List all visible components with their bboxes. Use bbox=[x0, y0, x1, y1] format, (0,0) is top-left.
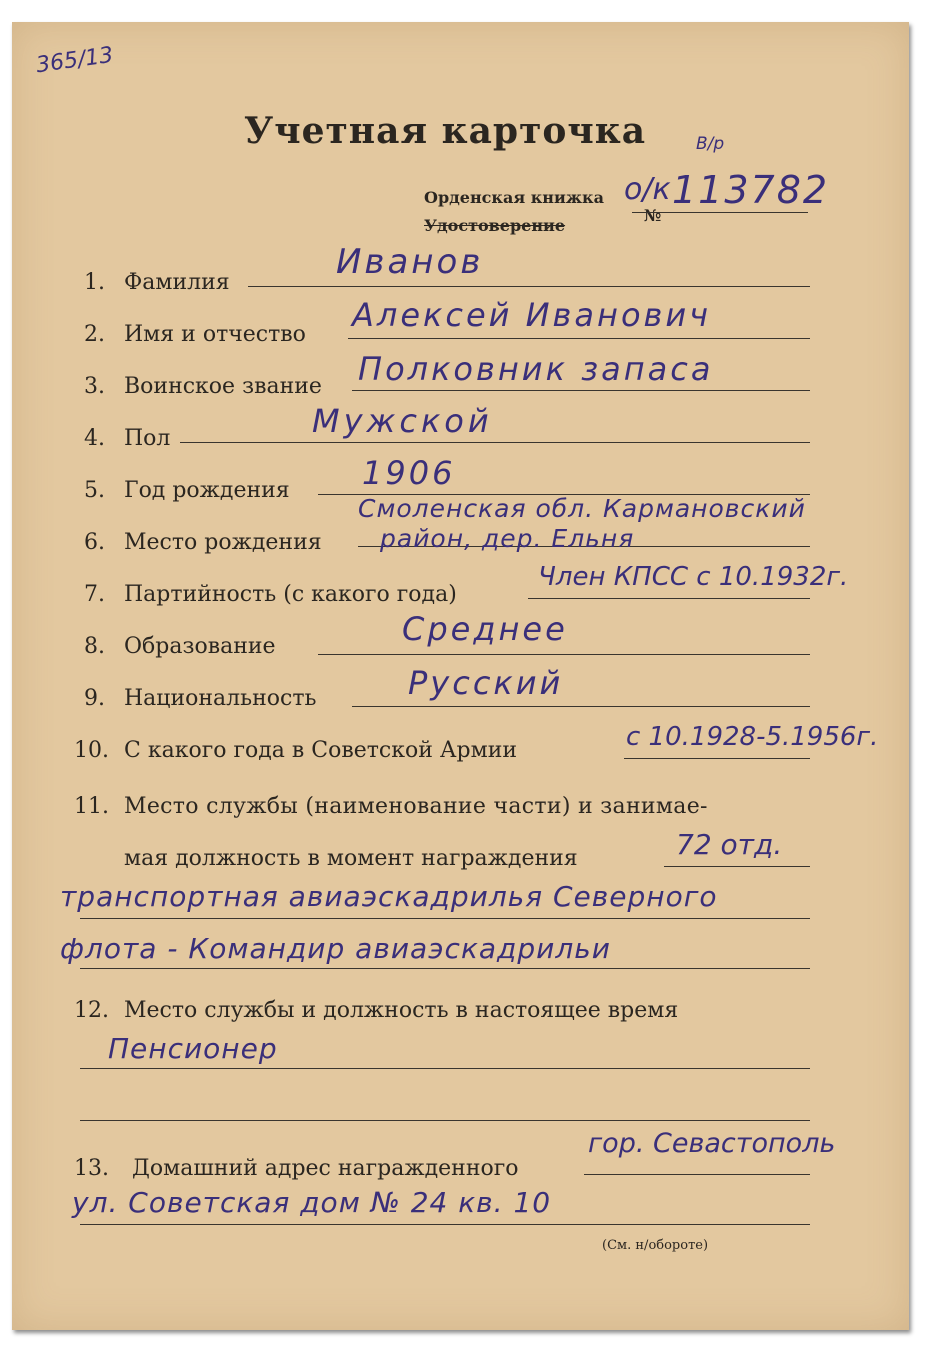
field-army-line bbox=[624, 758, 810, 759]
field-name-line bbox=[348, 338, 810, 339]
field-13-number: 13. bbox=[74, 1156, 109, 1181]
field-birth-year-label: Год рождения bbox=[124, 478, 290, 503]
field-7-number: 7. bbox=[84, 582, 105, 607]
field-service-line1 bbox=[664, 866, 810, 867]
field-current-service-label: Место службы и должность в настоящее время bbox=[124, 998, 679, 1023]
document-series: о/к bbox=[624, 172, 671, 207]
field-birthplace-value-line2: район, дер. Ельня bbox=[380, 524, 635, 553]
series-note: В/р bbox=[696, 134, 725, 154]
field-party-line bbox=[528, 598, 810, 599]
field-birthplace-value-line1: Смоленская обл. Кармановский bbox=[358, 494, 806, 523]
field-education-value: Среднее bbox=[402, 610, 568, 648]
field-surname-value: Иванов bbox=[336, 242, 484, 282]
field-army-value: с 10.1928-5.1956г. bbox=[626, 722, 879, 752]
field-party-value: Член КПСС с 10.1932г. bbox=[538, 562, 849, 592]
field-service-value-line2: транспортная авиаэскадрилья Северного bbox=[60, 880, 718, 913]
number-line bbox=[632, 212, 808, 213]
field-service-line3 bbox=[80, 968, 810, 969]
field-8-number: 8. bbox=[84, 634, 105, 659]
field-nationality-line bbox=[352, 706, 810, 707]
field-current-service-line2 bbox=[80, 1120, 810, 1121]
field-service-value-line1: 72 отд. bbox=[676, 828, 783, 861]
field-address-label: Домашний адрес награжденного bbox=[132, 1156, 519, 1181]
footer-note: (См. н/обороте) bbox=[602, 1238, 709, 1253]
field-service-label-line1: Место службы (наименование части) и занимае- bbox=[124, 794, 708, 819]
field-address-value-line1: гор. Севастополь bbox=[588, 1128, 836, 1159]
number-sign: № bbox=[644, 206, 662, 225]
field-10-number: 10. bbox=[74, 738, 109, 763]
registration-card bbox=[12, 22, 909, 1330]
field-12-number: 12. bbox=[74, 998, 109, 1023]
field-current-service-line1 bbox=[80, 1068, 810, 1069]
field-service-value-line3: флота - Командир авиаэскадрильи bbox=[60, 932, 611, 965]
field-surname-label: Фамилия bbox=[124, 270, 230, 295]
field-3-number: 3. bbox=[84, 374, 105, 399]
field-birth-year-value: 1906 bbox=[362, 454, 456, 492]
field-2-number: 2. bbox=[84, 322, 105, 347]
field-name-label: Имя и отчество bbox=[124, 322, 306, 347]
field-rank-value: Полковник запаса bbox=[358, 350, 714, 388]
field-11-number: 11. bbox=[74, 794, 109, 819]
field-party-label: Партийность (с какого года) bbox=[124, 582, 457, 607]
field-surname-line bbox=[248, 286, 810, 287]
field-sex-line bbox=[180, 442, 810, 443]
field-sex-value: Мужской bbox=[312, 402, 493, 440]
field-sex-label: Пол bbox=[124, 426, 171, 451]
corner-note: 365/13 bbox=[34, 42, 115, 79]
field-address-line2 bbox=[80, 1224, 810, 1225]
field-nationality-value: Русский bbox=[408, 664, 564, 702]
field-nationality-label: Национальность bbox=[124, 686, 317, 711]
field-army-label: С какого года в Советской Армии bbox=[124, 738, 518, 763]
field-rank-label: Воинское звание bbox=[124, 374, 322, 399]
certificate-label: Удостоверение bbox=[424, 216, 566, 235]
card-title: Учетная карточка bbox=[244, 110, 647, 152]
field-current-service-value: Пенсионер bbox=[108, 1032, 278, 1065]
field-education-line bbox=[318, 654, 810, 655]
field-address-line1 bbox=[584, 1174, 810, 1175]
field-6-number: 6. bbox=[84, 530, 105, 555]
field-birthplace-label: Место рождения bbox=[124, 530, 322, 555]
field-name-value: Алексей Иванович bbox=[352, 296, 712, 334]
field-4-number: 4. bbox=[84, 426, 105, 451]
field-1-number: 1. bbox=[84, 270, 105, 295]
field-5-number: 5. bbox=[84, 478, 105, 503]
field-rank-line bbox=[352, 390, 810, 391]
document-number: 113782 bbox=[672, 168, 830, 212]
field-education-label: Образование bbox=[124, 634, 276, 659]
field-address-value-line2: ул. Советская дом № 24 кв. 10 bbox=[72, 1186, 552, 1219]
field-service-line2 bbox=[80, 918, 810, 919]
field-9-number: 9. bbox=[84, 686, 105, 711]
order-book-label: Орденская книжка bbox=[424, 188, 604, 207]
field-service-label-line2: мая должность в момент награждения bbox=[124, 846, 578, 871]
